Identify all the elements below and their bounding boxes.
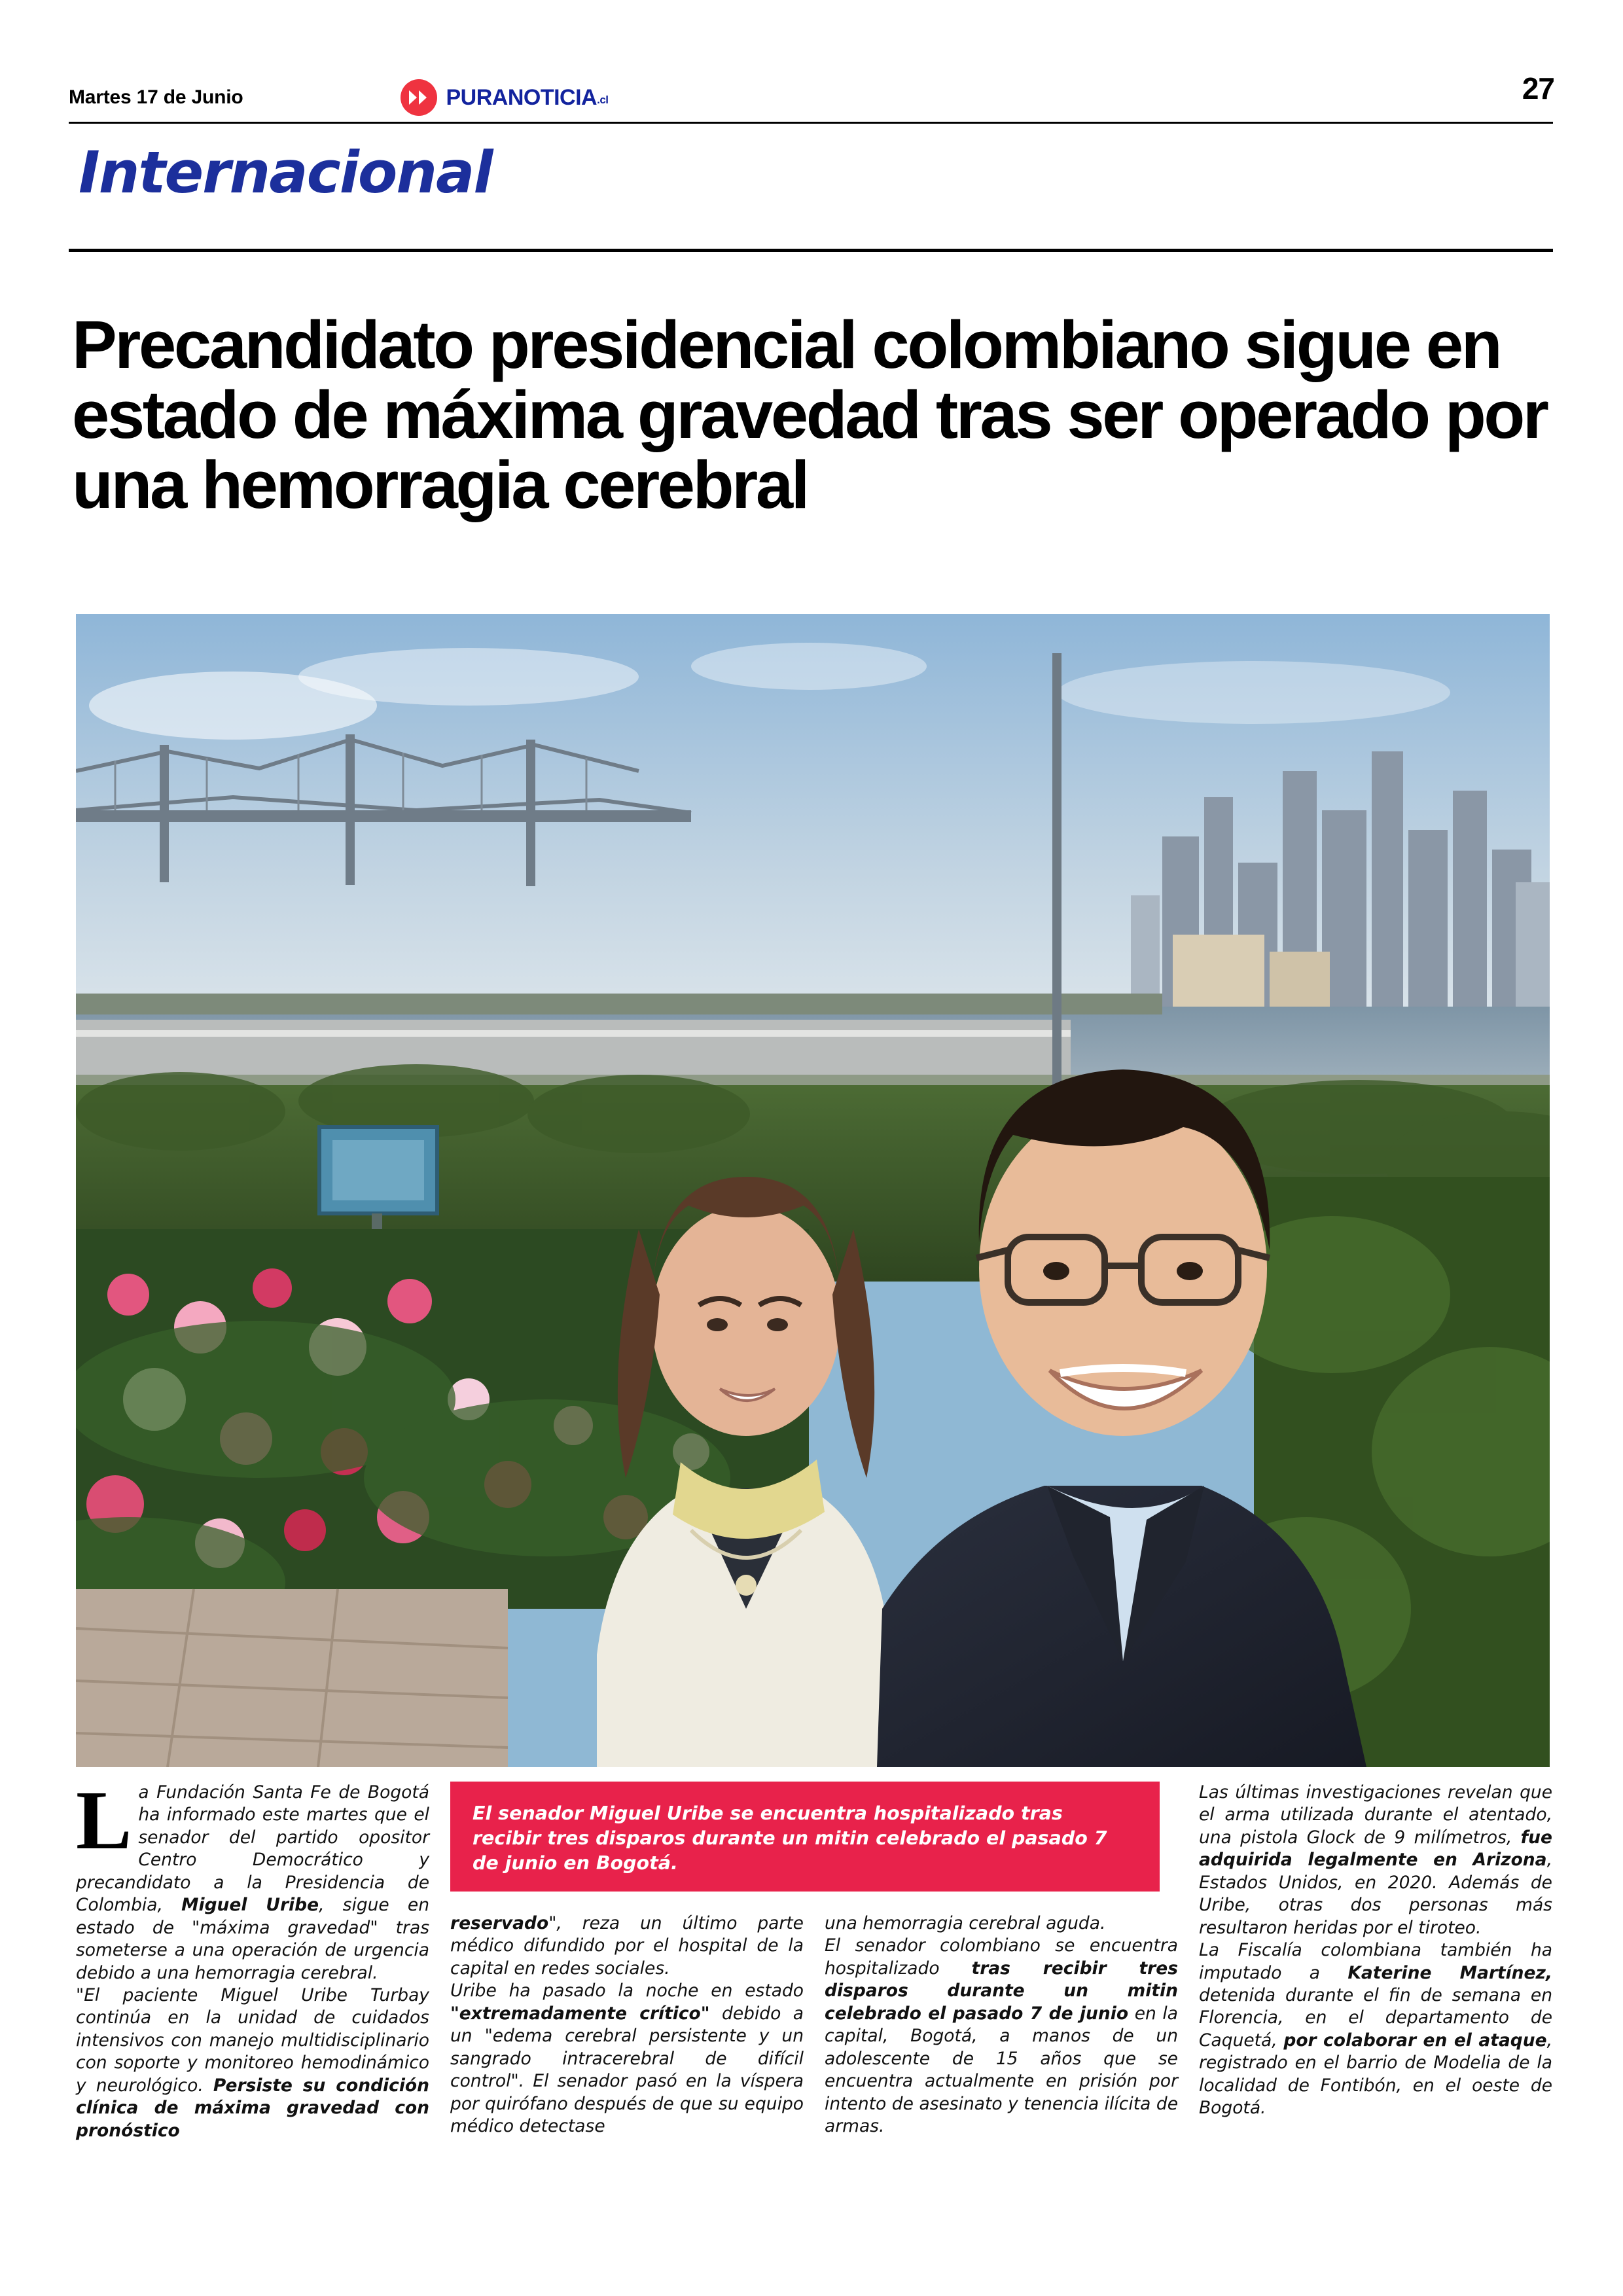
header-divider xyxy=(69,122,1553,124)
body-text-2: reservado", reza un último parte médico difundido por el hospital de la capital en redes sociales. Uribe ha pasado la noche en estado "extremadamente crítico" debido a un "edema cerebral persistente y un sangrado intracerebral de difícil control". El senador pasó en la víspera por quirófano después de que su equipo médico detectase xyxy=(450,1913,804,2136)
brand-name-text: PURANOTICIA xyxy=(446,84,597,110)
body-column-3 xyxy=(825,1912,1178,2138)
article-photo xyxy=(76,614,1550,1767)
section-divider xyxy=(69,249,1553,252)
drop-cap: L xyxy=(76,1774,132,1867)
article-body xyxy=(76,1774,1553,2227)
body-column-1 xyxy=(76,1774,429,2142)
body-text-4: Las últimas investigaciones revelan que el arma utilizada durante el atentado, una pistola Glock de 9 milímetros, fue adquirida legalmente en Arizona, Estados Unidos, en 2020. Además de Uribe, otras dos personas más resultaron heridas por el tiroteo. La Fiscalía colombiana también ha imputado a Katerine Martínez, detenida durante el fin de semana en Florencia, en el departamento de Caquetá, por colaborar en el ataque, registrado en el barrio de Modelia de la localidad de Fontibón, en el oeste de Bogotá. xyxy=(1199,1782,1553,2119)
article-headline: Precandidato presidencial colombiano sigue en estado de máxima gravedad tras ser operado por una hemorragia cerebral xyxy=(72,307,1547,523)
brand-name-suffix: .cl xyxy=(597,93,609,106)
double-chevron-icon xyxy=(401,79,437,116)
body-column-2 xyxy=(450,1912,804,2138)
body-column-4 xyxy=(1199,1782,1552,2120)
page-number: 27 xyxy=(1522,71,1554,105)
masthead xyxy=(69,77,1553,118)
issue-date: Martes 17 de Junio xyxy=(69,86,243,108)
pullquote-text: El senador Miguel Uribe se encuentra hospitalizado tras recibir tres disparos durante un mitin celebrado el pasado 7 de junio en Bogotá. xyxy=(473,1803,1107,1874)
brand-logo[interactable] xyxy=(401,79,609,116)
body-text-3: una hemorragia cerebral aguda. El senador colombiano se encuentra hospitalizado tras recibir tres disparos durante un mitin celebrado el pasado 7 de junio en la capital, Bogotá, a manos de un adolescente de 15 años que se encuentra actualmente en prisión por intento de asesinato y tenencia ilícita de armas. xyxy=(825,1913,1178,2136)
brand-name xyxy=(446,85,609,111)
body-text-1: a Fundación Santa Fe de Bogotá ha informado este martes que el senador del partido opositor Centro Democrático y precandidato a la Presidencia de Colombia, Miguel Uribe, sigue en estado de "máxima gravedad" tras someterse a una operación de urgencia debido a una hemorragia cerebral. "El paciente Miguel Uribe Turbay continúa en la unidad de cuidados intensivos con manejo multidisciplinario con soporte y monitoreo hemodinámico y neurológico. Persiste su condición clínica de máxima gravedad con pronóstico xyxy=(76,1782,429,2141)
section-title: Internacional xyxy=(79,139,492,206)
